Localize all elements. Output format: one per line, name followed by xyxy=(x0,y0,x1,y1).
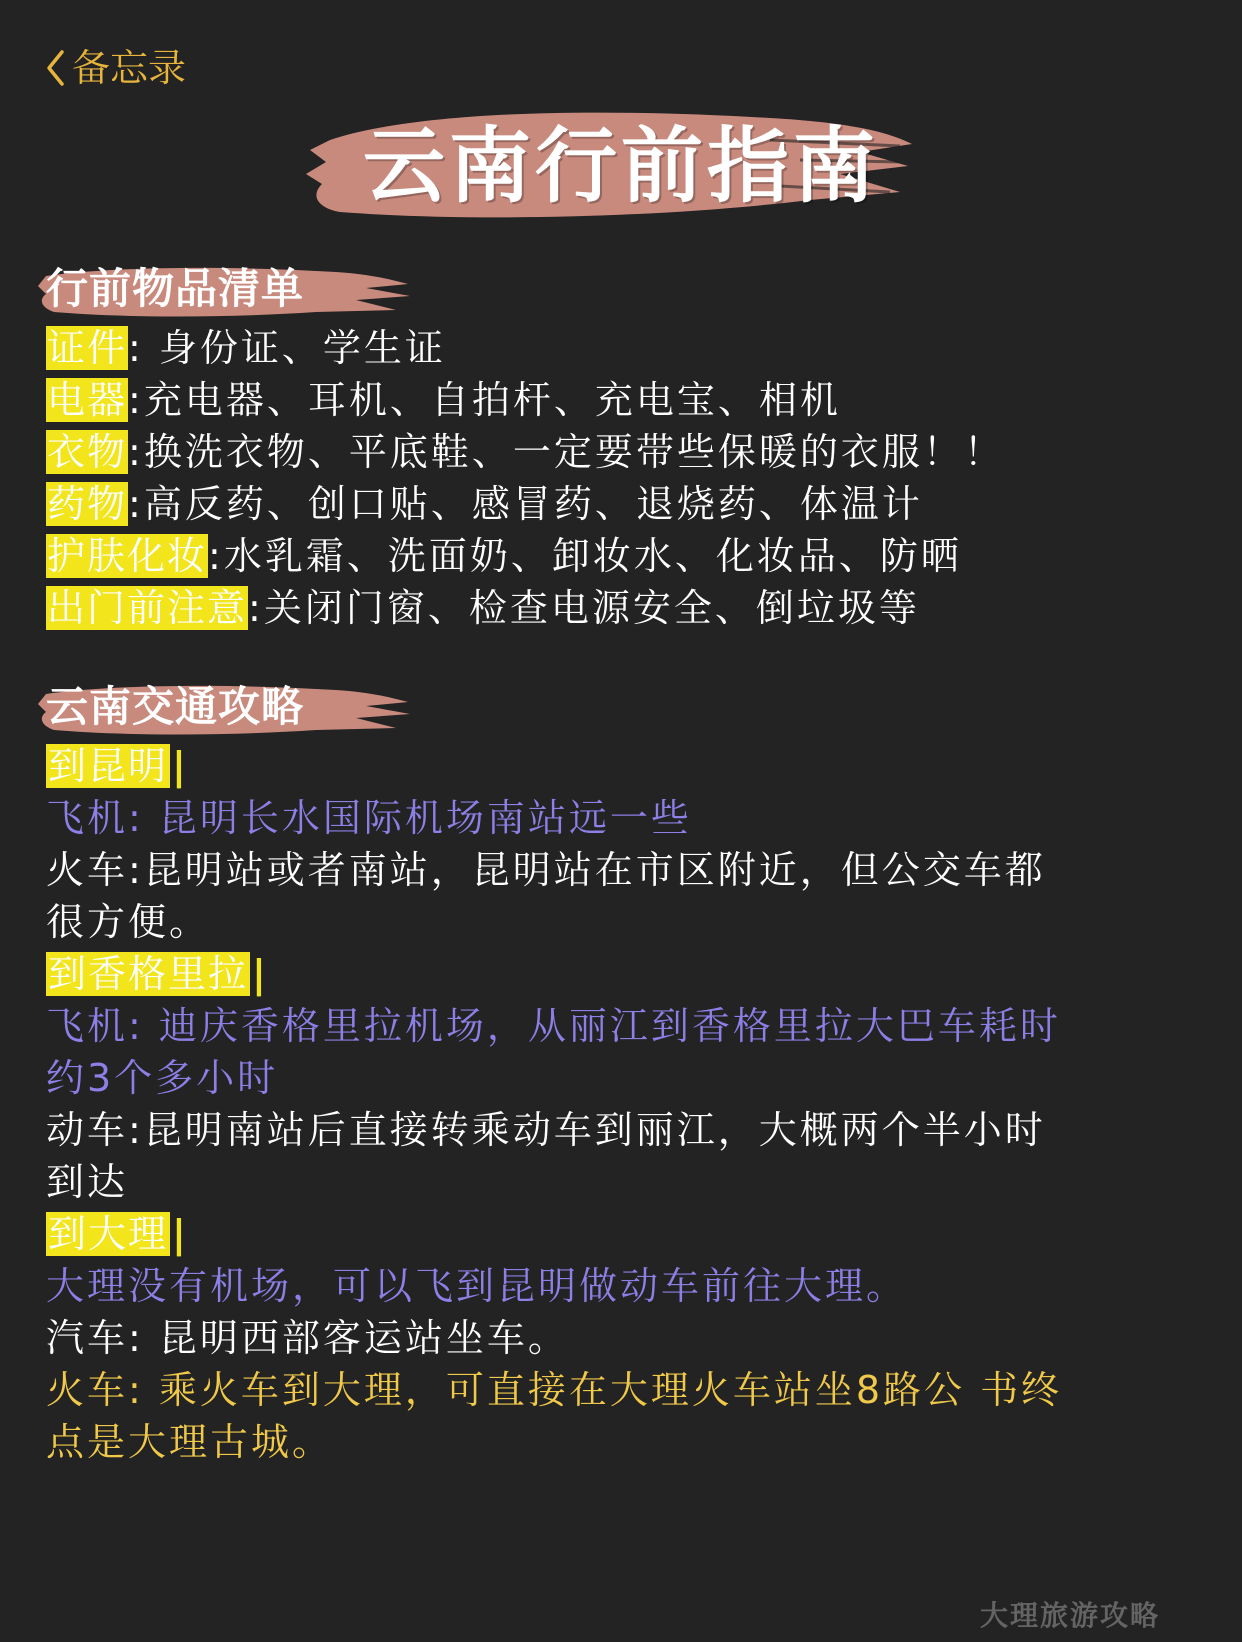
list-item: 动车:昆明南站后直接转乘动车到丽江，大概两个半小时 xyxy=(46,1108,1046,1152)
item-text: 身份证、学生证 xyxy=(158,326,446,370)
item-label: 电器 xyxy=(47,378,128,422)
subsection-title: 到大理 | xyxy=(48,1212,189,1256)
list-item: 电器:充电器、耳机、自拍杆、充电宝、相机 xyxy=(47,378,841,422)
list-item: 到达 xyxy=(46,1160,129,1204)
item-label: 护肤化妆 xyxy=(47,534,208,578)
list-item: 汽车: 昆明西部客运站坐车。 xyxy=(46,1316,569,1360)
subsection-title: 到香格里拉 | xyxy=(48,952,269,996)
item-text: 换洗衣物、平底鞋、一定要带些保暖的衣服！！ xyxy=(143,430,1005,474)
list-item: 衣物:换洗衣物、平底鞋、一定要带些保暖的衣服！！ xyxy=(47,430,1005,474)
back-button[interactable] xyxy=(44,48,186,88)
chevron-left-icon xyxy=(44,48,66,88)
transport-guide xyxy=(46,740,1206,1468)
item-label: 出门前注意 xyxy=(47,586,248,630)
item-text: 关闭门窗、检查电源安全、倒垃圾等 xyxy=(263,586,920,630)
section-heading-transport: 云南交通攻略 xyxy=(46,682,305,731)
item-label: 证件 xyxy=(47,326,128,370)
item-text: 水乳霜、洗面奶、卸妆水、化妆品、防晒 xyxy=(223,534,962,578)
item-text: 充电器、耳机、自拍杆、充电宝、相机 xyxy=(143,378,841,422)
list-item: 证件: 身份证、学生证 xyxy=(47,326,446,370)
list-item: 出门前注意:关闭门窗、检查电源安全、倒垃圾等 xyxy=(47,586,920,630)
page-title: 云南行前指南 xyxy=(362,119,879,214)
back-label: 备忘录 xyxy=(72,46,187,90)
list-item: 大理没有机场，可以飞到昆明做动车前往大理。 xyxy=(46,1264,908,1308)
list-item: 很方便。 xyxy=(46,900,211,944)
checklist xyxy=(46,322,1206,634)
watermark: 大理旅游攻略 xyxy=(979,1599,1160,1632)
list-item: 约3个多小时 xyxy=(46,1056,279,1100)
item-text: 高反药、创口贴、感冒药、退烧药、体温计 xyxy=(143,482,923,526)
list-item: 火车:昆明站或者南站，昆明站在市区附近，但公交车都 xyxy=(46,848,1046,892)
section-heading-checklist: 行前物品清单 xyxy=(46,264,305,313)
list-item: 火车: 乘火车到大理，可直接在大理火车站坐8路公 书终 xyxy=(46,1368,1063,1412)
item-label: 药物 xyxy=(47,482,128,526)
list-item: 飞机: 昆明长水国际机场南站远一些 xyxy=(46,796,692,840)
list-item: 药物:高反药、创口贴、感冒药、退烧药、体温计 xyxy=(47,482,923,526)
list-item: 点是大理古城。 xyxy=(46,1420,334,1464)
subsection-title: 到昆明 | xyxy=(48,744,189,788)
list-item: 飞机: 迪庆香格里拉机场，从丽江到香格里拉大巴车耗时 xyxy=(46,1004,1061,1048)
item-label: 衣物 xyxy=(47,430,128,474)
list-item: 护肤化妆:水乳霜、洗面奶、卸妆水、化妆品、防晒 xyxy=(47,534,962,578)
